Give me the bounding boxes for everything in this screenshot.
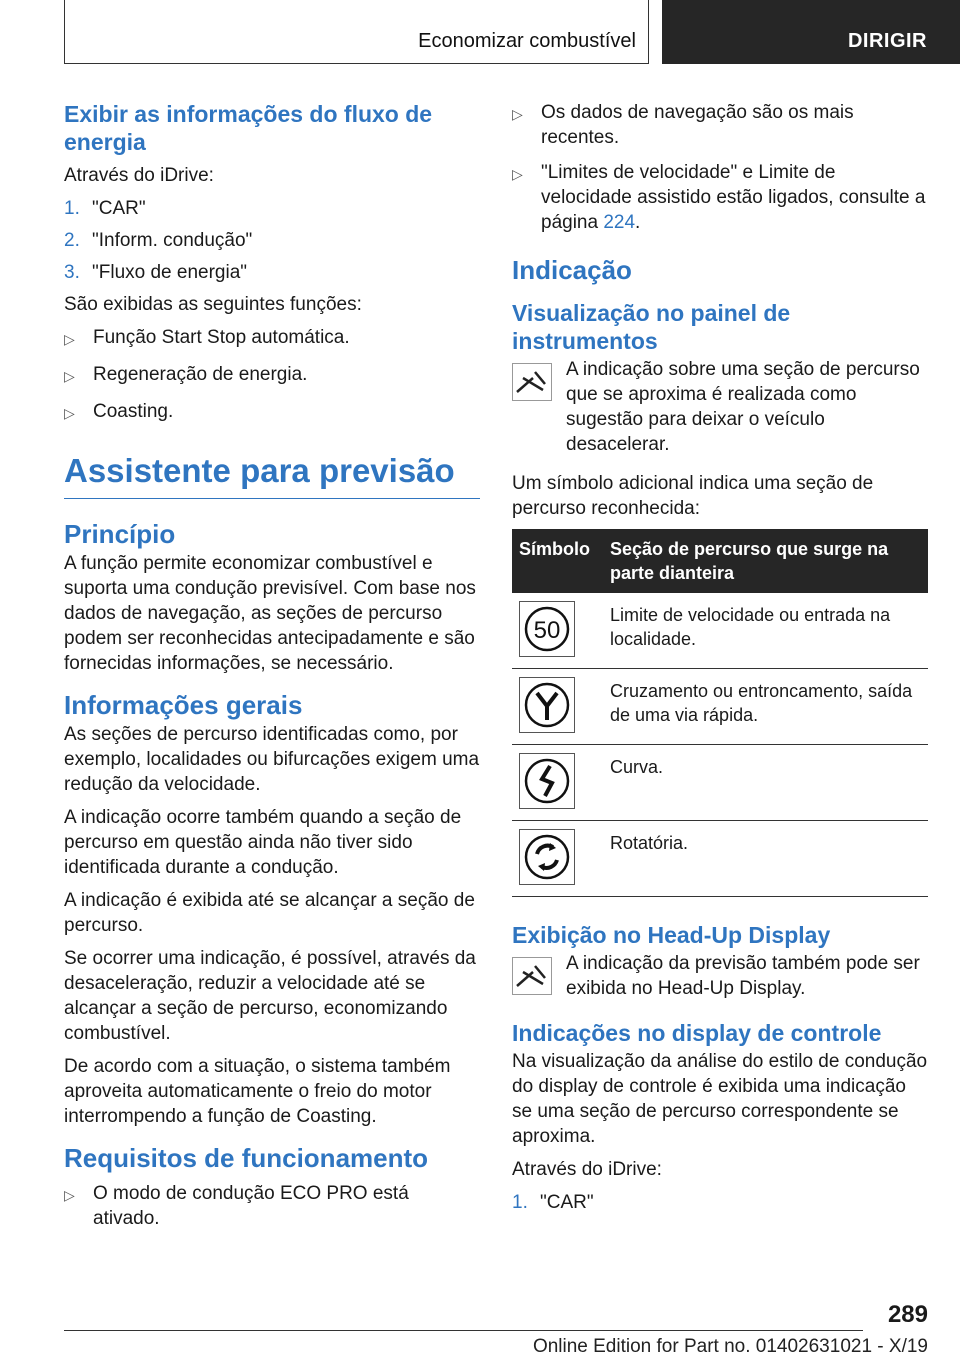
general-paragraph: As seções de percurso identificadas como, por exemplo, localidades ou bifurcações exigem uma redução da velocidade. xyxy=(64,724,480,795)
bullet-triangle-icon: ▷ xyxy=(64,405,75,421)
general-paragraph: A indicação ocorre também quando a seção de percurso em questão ainda não tiver sido identificada durante a condução. xyxy=(64,807,462,878)
table-header-symbol: Símbolo xyxy=(512,529,603,593)
general-heading: Informações gerais xyxy=(64,690,303,720)
bullet-item: ▷ O modo de condução ECO PRO está ativado. xyxy=(64,1183,409,1229)
control-display-text: Na visualização da análise do estilo de condução do display de controle é exibida uma indicação se uma seção de percurso correspondente se aproxima. xyxy=(512,1051,928,1147)
control-display-heading: Indicações no display de controle xyxy=(512,1020,882,1046)
general-paragraph: A indicação é exibida até se alcançar a seção de percurso. xyxy=(64,890,475,936)
bullet-triangle-icon: ▷ xyxy=(64,368,75,384)
symbol-table xyxy=(512,529,928,897)
header-section: DIRIGIR xyxy=(847,30,927,52)
main-heading: Assistente para previsão xyxy=(64,452,480,499)
functions-intro: São exibidas as seguintes funções: xyxy=(64,294,362,315)
step-item: 1. "CAR" xyxy=(512,1192,594,1213)
header-title: Economizar combustível xyxy=(418,30,636,52)
table-row xyxy=(512,821,928,897)
roundabout-icon xyxy=(519,829,575,885)
bullet-triangle-icon: ▷ xyxy=(64,331,75,347)
junction-icon xyxy=(519,677,575,733)
table-cell-text: Rotatória. xyxy=(603,821,928,897)
header-section-box xyxy=(662,0,960,64)
curve-icon xyxy=(519,753,575,809)
page-number: 289 xyxy=(887,1301,928,1328)
bullet-item: ▷ Função Start Stop automática. xyxy=(64,325,480,352)
general-paragraph: Se ocorrer uma indicação, é possível, através da desaceleração, reduzir a velocidade até se alcançar a seção de percurso, economizando combustível. xyxy=(64,948,476,1044)
bullet-item: ▷ Os dados de navegação são os mais recentes. xyxy=(512,102,854,148)
left-column xyxy=(64,100,480,1241)
bullet-triangle-icon: ▷ xyxy=(64,1187,75,1203)
page-reference-link[interactable]: 224 xyxy=(603,212,636,233)
panel-heading: Visualização no painel de instrumentos xyxy=(512,300,791,354)
general-paragraph: De acordo com a situação, o sistema também aproveita automaticamente o freio do motor interrompendo a função de Coasting. xyxy=(64,1056,451,1127)
bullet-item: ▷ Regeneração de energia. xyxy=(64,362,480,389)
note-block xyxy=(512,951,928,1001)
note-block xyxy=(512,357,928,457)
indication-heading: Indicação xyxy=(512,255,632,285)
note-icon xyxy=(512,957,552,995)
table-cell-text: Curva. xyxy=(603,745,928,821)
table-header-section: Seção de percurso que surge na parte dianteira xyxy=(603,529,928,593)
principle-text: A função permite economizar combustível e suporta uma condução previsível. Com base nos dados de navegação, as seções de percurso podem ser reconhecidas antecipadamente e são fornecidas informações, se necessário. xyxy=(64,553,476,674)
hud-heading: Exibição no Head-Up Display xyxy=(512,922,831,948)
bullet-triangle-icon: ▷ xyxy=(512,106,523,122)
note-text: A indicação sobre uma seção de percurso que se aproxima é realizada como sugestão para deixar o veículo desacelerar. xyxy=(566,359,920,455)
speed-limit-50-icon xyxy=(519,601,575,657)
right-column xyxy=(512,100,928,1222)
footer-edition: Online Edition for Part no. 01402631021 - X/19 xyxy=(532,1336,928,1357)
step-item: 3. "Fluxo de energia" xyxy=(64,262,248,283)
note-text: A indicação da previsão também pode ser exibida no Head-Up Display. xyxy=(566,953,920,999)
step-item: 1. "CAR" xyxy=(64,198,146,219)
panel-text: Um símbolo adicional indica uma seção de percurso reconhecida: xyxy=(512,473,874,519)
bullet-item: ▷ "Limites de velocidade" e Limite de velocidade assistido estão ligados, consulte a página 224. xyxy=(512,162,926,233)
table-header-row xyxy=(512,529,928,593)
note-icon xyxy=(512,363,552,401)
table-cell-text: Limite de velocidade ou entrada na localidade. xyxy=(603,593,928,669)
requirements-heading: Requisitos de funcionamento xyxy=(64,1143,429,1173)
table-row xyxy=(512,669,928,745)
energy-flow-heading: Exibir as informações do fluxo de energia xyxy=(64,101,433,155)
footer-divider xyxy=(64,1330,863,1331)
table-row xyxy=(512,593,928,669)
bullet-item: ▷ Coasting. xyxy=(64,399,480,426)
energy-flow-intro: Através do iDrive: xyxy=(64,165,214,186)
table-row xyxy=(512,745,928,821)
bullet-triangle-icon: ▷ xyxy=(512,166,523,182)
header-title-box xyxy=(64,0,649,64)
table-cell-text: Cruzamento ou entroncamento, saída de uma via rápida. xyxy=(603,669,928,745)
svg-text:50: 50 xyxy=(533,617,561,644)
step-item: 2. "Inform. condução" xyxy=(64,230,253,251)
principle-heading: Princípio xyxy=(64,519,176,549)
control-display-intro: Através do iDrive: xyxy=(512,1159,662,1180)
